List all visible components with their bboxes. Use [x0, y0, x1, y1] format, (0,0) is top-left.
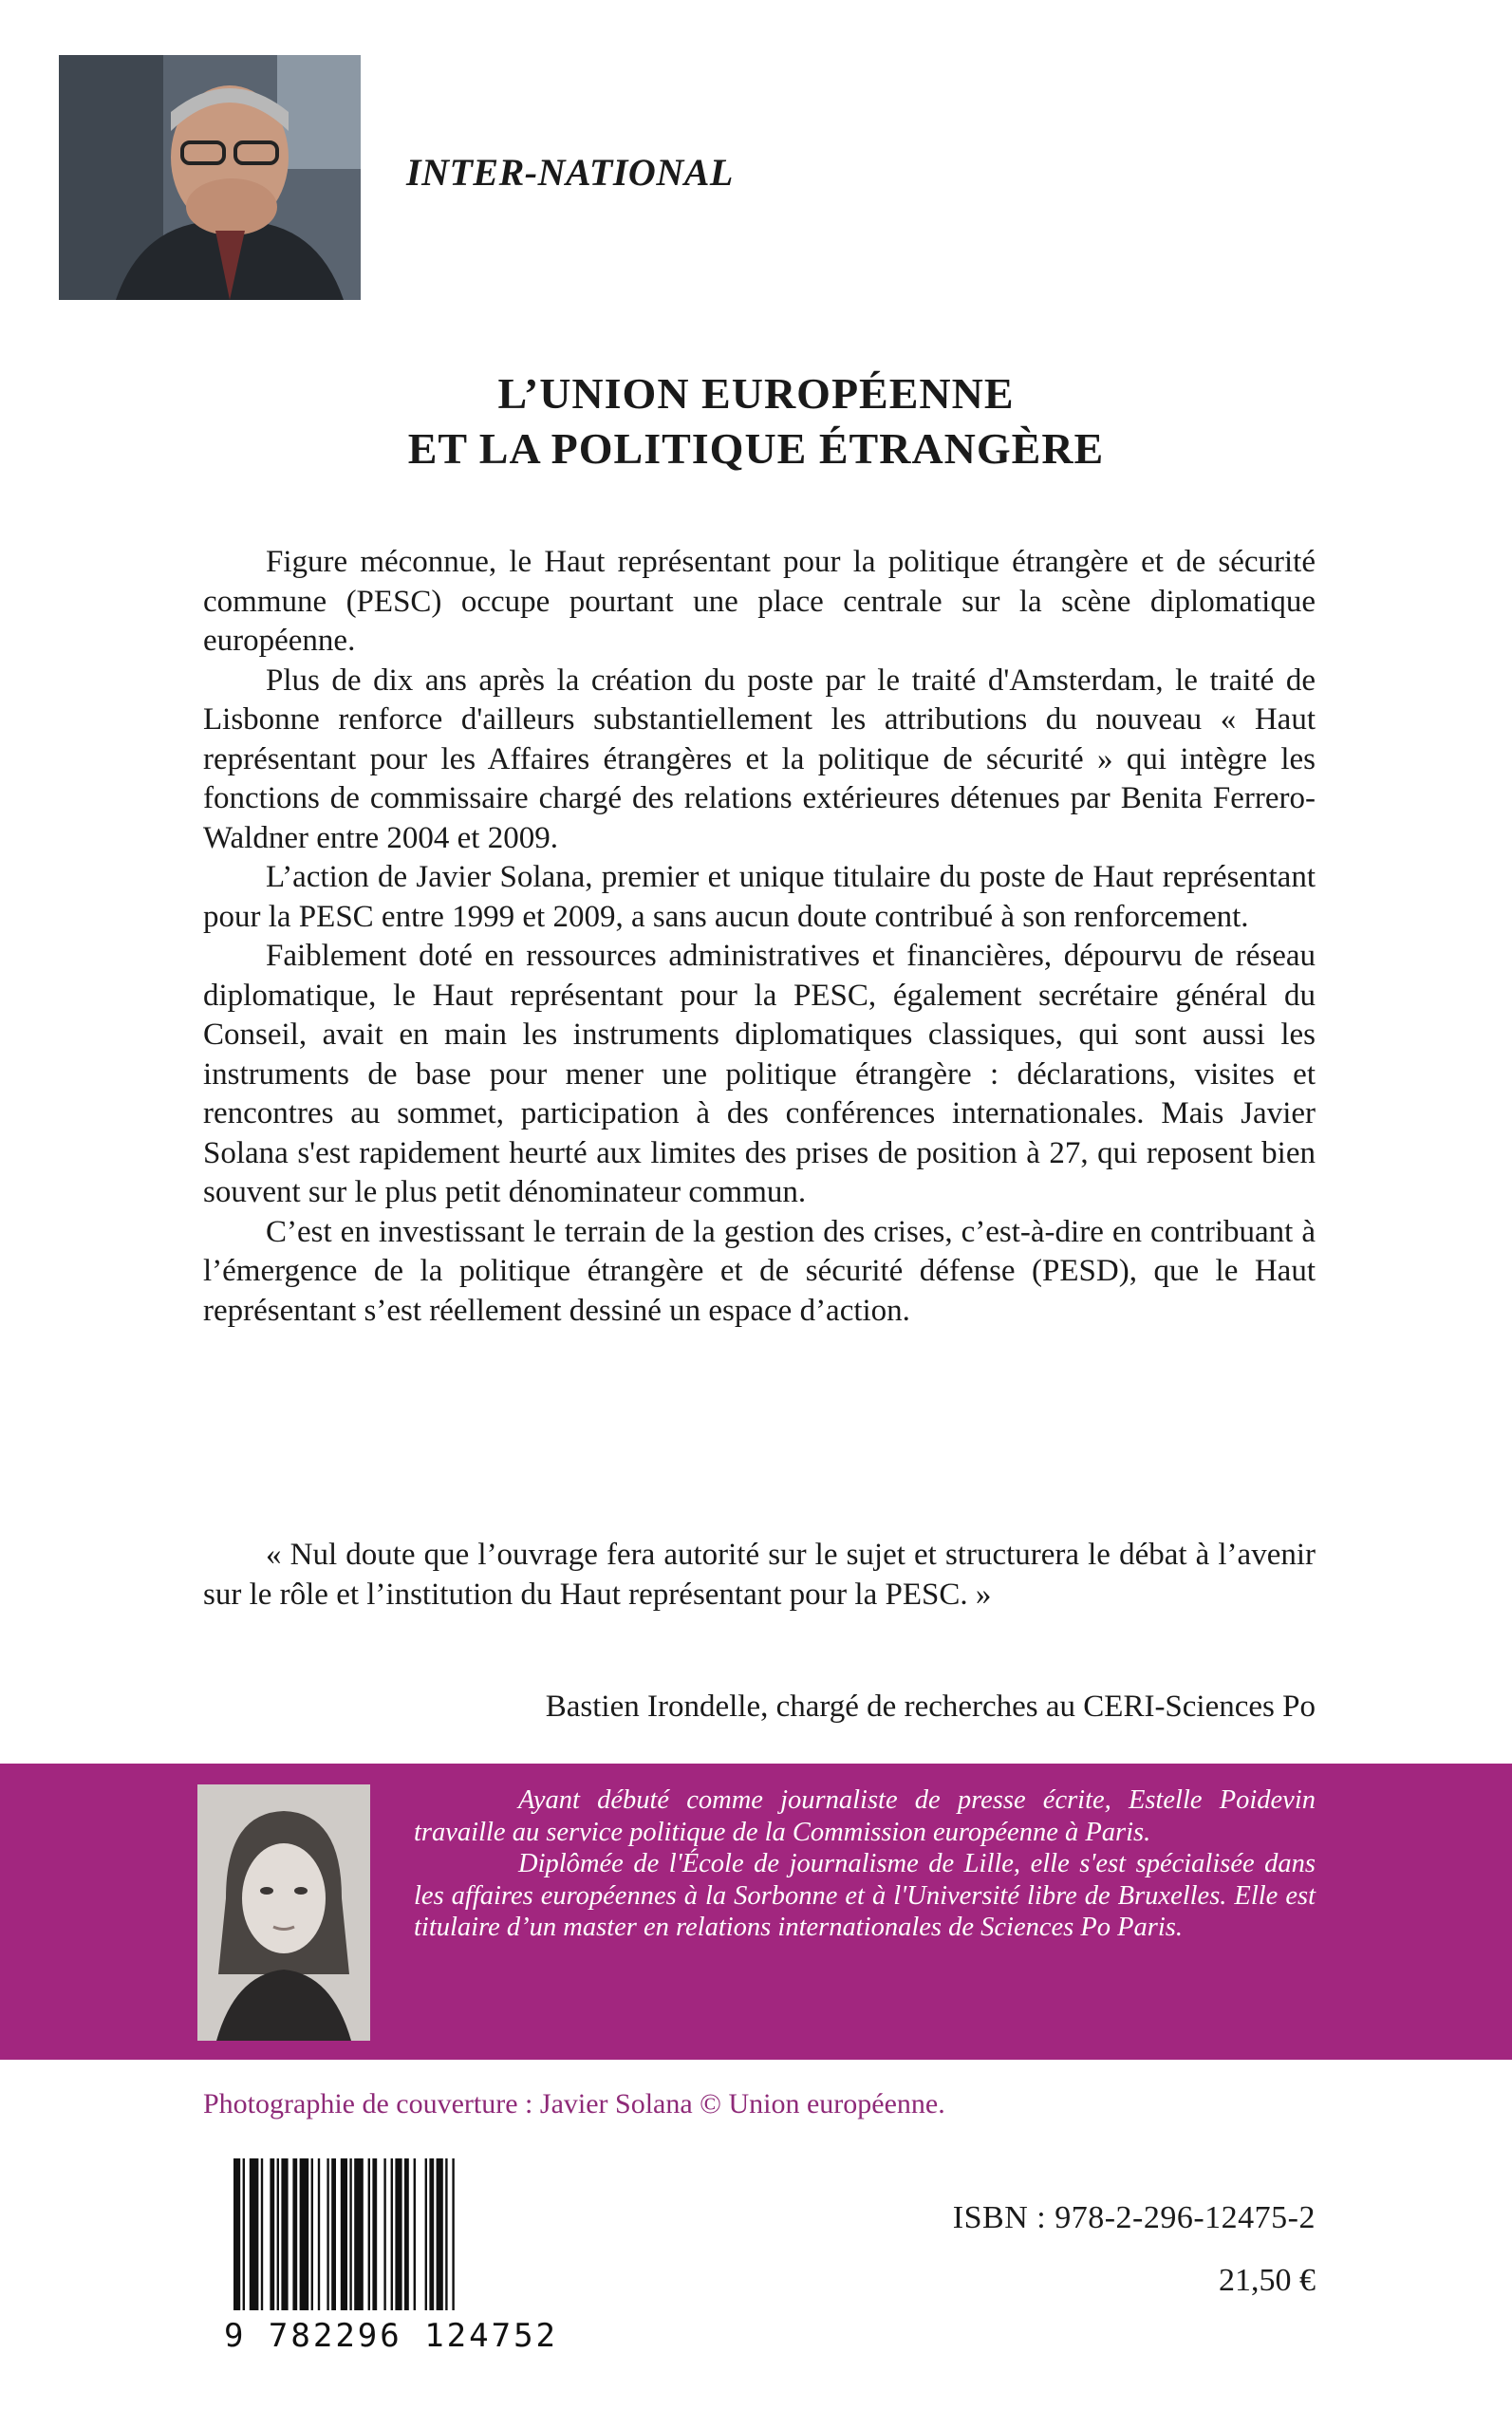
barcode-bar	[354, 2158, 364, 2310]
barcode-bar	[341, 2158, 347, 2310]
author-portrait-illustration	[197, 1784, 370, 2041]
summary-text	[203, 543, 1316, 1331]
barcode-bar	[250, 2158, 259, 2310]
barcode-bar	[349, 2158, 351, 2310]
paragraph: C’est en investissant le terrain de la gestion des crises, c’est-à-dire en contribuant à l’émergence de la politique étrangère et de sécurité défense (PESD), que le Haut représentant s’est réellement dessiné un espace d’action.	[203, 1214, 1316, 1328]
barcode-bar	[261, 2158, 263, 2310]
barcode-graphic	[201, 2155, 581, 2354]
isbn: ISBN : 978-2-296-12475-2	[952, 2200, 1316, 2235]
barcode-bar	[425, 2158, 427, 2310]
barcode-bar	[300, 2158, 309, 2310]
barcode-bar	[404, 2158, 409, 2310]
barcode-bar	[391, 2158, 393, 2310]
photo-credit: Photographie de couverture : Javier Solana © Union européenne.	[203, 2088, 945, 2120]
barcode-bar	[327, 2158, 328, 2310]
barcode-bar	[311, 2158, 313, 2310]
barcode	[201, 2155, 581, 2354]
barcode-bar	[368, 2158, 370, 2310]
bio-paragraph: Ayant débuté comme journaliste de presse écrite, Estelle Poidevin travaille au service politique de la Commission européenne à Paris.	[414, 1785, 1316, 1847]
portrait-illustration	[59, 55, 361, 300]
barcode-bar	[445, 2158, 447, 2310]
paragraph: Figure méconnue, le Haut représentant pour la politique étrangère et de sécurité commune (PESC) occupe pourtant une place centrale sur la scène diplomatique européenne.	[203, 545, 1316, 658]
author-photo	[197, 1784, 370, 2041]
paragraph: Plus de dix ans après la création du poste par le traité d'Amsterdam, le traité de Lisbonne renforce d'ailleurs substantiellement les attributions du nouveau « Haut représentant pour les Affaires étrangères et la politique de sécurité » qui intègre les fonctions de commissaire chargé des relations extérieures détenues par Benita Ferrero-Waldner entre 2004 et 2009.	[203, 663, 1316, 855]
quote-attribution: Bastien Irondelle, chargé de recherches au CERI-Sciences Po	[545, 1690, 1316, 1724]
barcode-bar	[233, 2158, 240, 2310]
barcode-bar	[281, 2158, 288, 2310]
title-line-1: L’UNION EUROPÉENNE	[497, 369, 1015, 418]
cover-photo	[59, 55, 361, 300]
author-bio	[414, 1784, 1316, 1944]
paragraph: L’action de Javier Solana, premier et unique titulaire du poste de Haut représentant pour la PESC entre 1999 et 2009, a sans aucun doute contribué à son renforcement.	[203, 860, 1316, 934]
barcode-bar	[372, 2158, 377, 2310]
barcode-bar	[270, 2158, 274, 2310]
bio-paragraph: Diplômée de l'École de journalisme de Lille, elle s'est spécialisée dans les affaires européennes à la Sorbonne et à l'Université libre de Bruxelles. Elle est titulaire d’un master en relations internationales de Sciences Po Paris.	[414, 1849, 1316, 1942]
barcode-bar	[437, 2158, 443, 2310]
price: 21,50 €	[1219, 2263, 1316, 2298]
barcode-digits: 9 782296 124752	[223, 2317, 559, 2354]
barcode-bar	[318, 2158, 320, 2310]
barcode-bar	[331, 2158, 336, 2310]
barcode-bar	[395, 2158, 401, 2310]
paragraph: Faiblement doté en ressources administratives et financières, dépourvu de réseau diplomatique, le Haut représentant pour la PESC, également secrétaire général du Conseil, avait en main les instruments diplomatiques classiques, qui sont aussi les instruments de base pour mener une politique étrangère : déclarations, visites et rencontres au sommet, participation à des conférences internationales. Mais Javier Solana s'est rapidement heurté aux limites des prises de position à 27, qui reposent bien souvent sur le plus petit dénominateur commun.	[203, 939, 1316, 1209]
barcode-bar	[383, 2158, 385, 2310]
book-title	[0, 366, 1512, 476]
barcode-bar	[292, 2158, 297, 2310]
collection-name: INTER-NATIONAL	[406, 151, 734, 194]
barcode-bar	[429, 2158, 434, 2310]
barcode-bar	[414, 2158, 416, 2310]
barcode-bar	[277, 2158, 279, 2310]
barcode-bar	[243, 2158, 245, 2310]
barcode-bar	[452, 2158, 454, 2310]
title-line-2: ET LA POLITIQUE ÉTRANGÈRE	[407, 424, 1105, 473]
endorsement-quote: « Nul doute que l’ouvrage fera autorité sur le sujet et structurera le débat à l’avenir sur le rôle et l’institution du Haut représentant pour la PESC. »	[203, 1538, 1316, 1612]
